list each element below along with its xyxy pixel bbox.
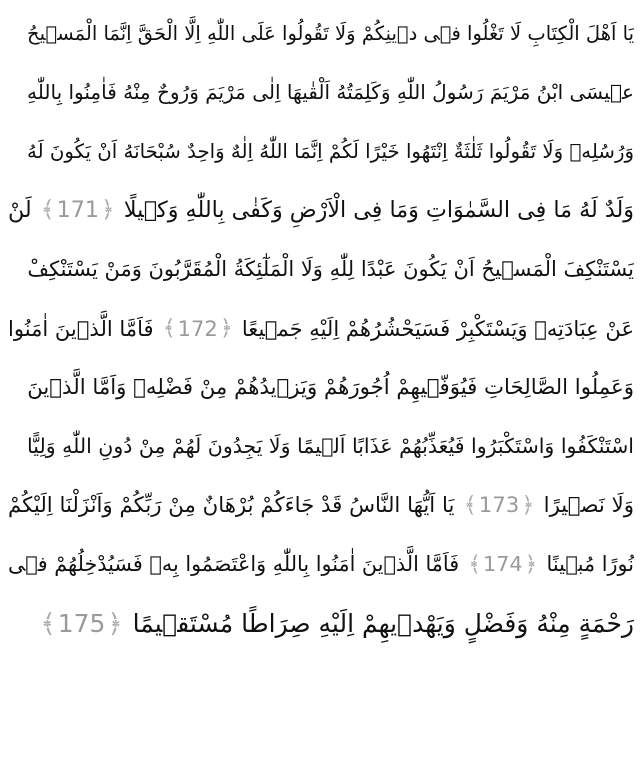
verse-number: 172 xyxy=(177,315,218,341)
verse-marker-close-bracket: ﴾ xyxy=(463,492,477,519)
verse-line xyxy=(8,4,634,63)
verse-number-marker xyxy=(40,608,123,639)
verse-text: فَاَمَّا الَّذٖينَ اٰمَنُوا xyxy=(8,315,154,341)
verse-line xyxy=(8,476,634,535)
verse-line xyxy=(8,122,634,181)
verse-line xyxy=(8,181,634,240)
verse-number-marker xyxy=(162,315,233,341)
verse-marker-close-bracket: ﴾ xyxy=(468,551,482,577)
verse-text: عٖيسَى ابْنُ مَرْيَمَ رَسُولُ اللّٰهِ وَكَلِمَتُهُ اَلْقٰيهَا اِلٰى مَرْيَمَ وَرُوحٌ مِنْهُ فَاٰمِنُوا بِاللّٰهِ xyxy=(27,80,634,105)
verse-marker-open-bracket: ﴿ xyxy=(107,608,123,639)
verse-number: 174 xyxy=(483,552,523,577)
verse-text-block xyxy=(8,4,634,653)
verse-number-marker xyxy=(41,196,115,224)
verse-text: عَنْ عِبَادَتِهٖ وَيَسْتَكْبِرْ فَسَيَحْشُرُهُمْ اِلَيْهِ جَمٖيعًا xyxy=(241,315,634,341)
verse-text: وَعَمِلُوا الصَّالِحَاتِ فَيُوَفّٖيهِمْ اُجُورَهُمْ وَيَزٖيدُهُمْ مِنْ فَضْلِهٖ وَاَمَّا الَّذٖينَ xyxy=(27,374,634,400)
verse-marker-open-bracket: ﴿ xyxy=(219,315,233,341)
verse-marker-open-bracket: ﴿ xyxy=(101,196,115,223)
verse-number: 175 xyxy=(57,609,106,638)
verse-line xyxy=(8,299,634,358)
verse-marker-close-bracket: ﴾ xyxy=(162,315,176,341)
verse-marker-close-bracket: ﴾ xyxy=(40,608,56,639)
verse-text: اسْتَنْكَفُوا وَاسْتَكْبَرُوا فَيُعَذِّبُهُمْ عَذَابًا اَلٖيمًا وَلَا يَجِدُونَ لَهُمْ مِنْ دُونِ اللّٰهِ وَلِيًّا xyxy=(27,434,634,459)
verse-line xyxy=(8,63,634,122)
verse-line xyxy=(8,358,634,417)
verse-text: يَسْتَنْكِفَ الْمَسٖيحُ اَنْ يَكُونَ عَبْدًا لِلّٰهِ وَلَا الْمَلٰٓئِكَةُ الْمُقَرَّبُونَ وَمَنْ يَسْتَنْكِفْ xyxy=(27,257,634,281)
verse-text: يَا اَهْلَ الْكِتَابِ لَا تَغْلُوا فٖى دٖينِكُمْ وَلَا تَقُولُوا عَلَى اللّٰهِ اِلَّا الْحَقَّ اِنَّمَا الْمَسٖيحُ xyxy=(27,21,634,45)
verse-line xyxy=(8,240,634,299)
verse-number-marker xyxy=(468,551,538,577)
verse-number-marker xyxy=(463,492,535,519)
verse-marker-open-bracket: ﴿ xyxy=(521,492,535,519)
verse-text: يَا اَيُّهَا النَّاسُ قَدْ جَاءَكُمْ بُرْهَانٌ مِنْ رَبِّكُمْ وَاَنْزَلْنَا اِلَيْكُمْ xyxy=(8,492,455,518)
verse-line xyxy=(8,594,634,653)
verse-number: 171 xyxy=(56,197,99,224)
verse-line xyxy=(8,535,634,594)
verse-text: نُورًا مُبٖينًا xyxy=(546,552,634,577)
verse-text: لَنْ xyxy=(8,197,32,224)
verse-line xyxy=(8,417,634,476)
verse-marker-close-bracket: ﴾ xyxy=(41,196,55,223)
verse-number: 173 xyxy=(478,492,520,518)
verse-text: وَلَدٌ لَهُ مَا فِى السَّمٰوَاتِ وَمَا فِى الْاَرْضِ وَكَفٰى بِاللّٰهِ وَكٖيلًا xyxy=(123,197,634,224)
verse-text: رَحْمَةٍ مِنْهُ وَفَضْلٍ وَيَهْدٖيهِمْ اِلَيْهِ صِرَاطًا مُسْتَقٖيمًا xyxy=(132,609,634,638)
verse-text: فَاَمَّا الَّذٖينَ اٰمَنُوا بِاللّٰهِ وَاعْتَصَمُوا بِهٖ فَسَيُدْخِلُهُمْ فٖى xyxy=(8,552,460,577)
verse-text: وَلَا نَصٖيرًا xyxy=(543,492,634,518)
verse-text: وَرُسُلِهٖ وَلَا تَقُولُوا ثَلٰثَةٌ اِنْتَهُوا خَيْرًا لَكُمْ اِنَّمَا اللّٰهُ اِلٰهٌ وَاحِدٌ سُبْحَانَهُ اَنْ يَكُونَ لَهُ xyxy=(27,139,634,163)
verse-marker-open-bracket: ﴿ xyxy=(524,551,538,577)
